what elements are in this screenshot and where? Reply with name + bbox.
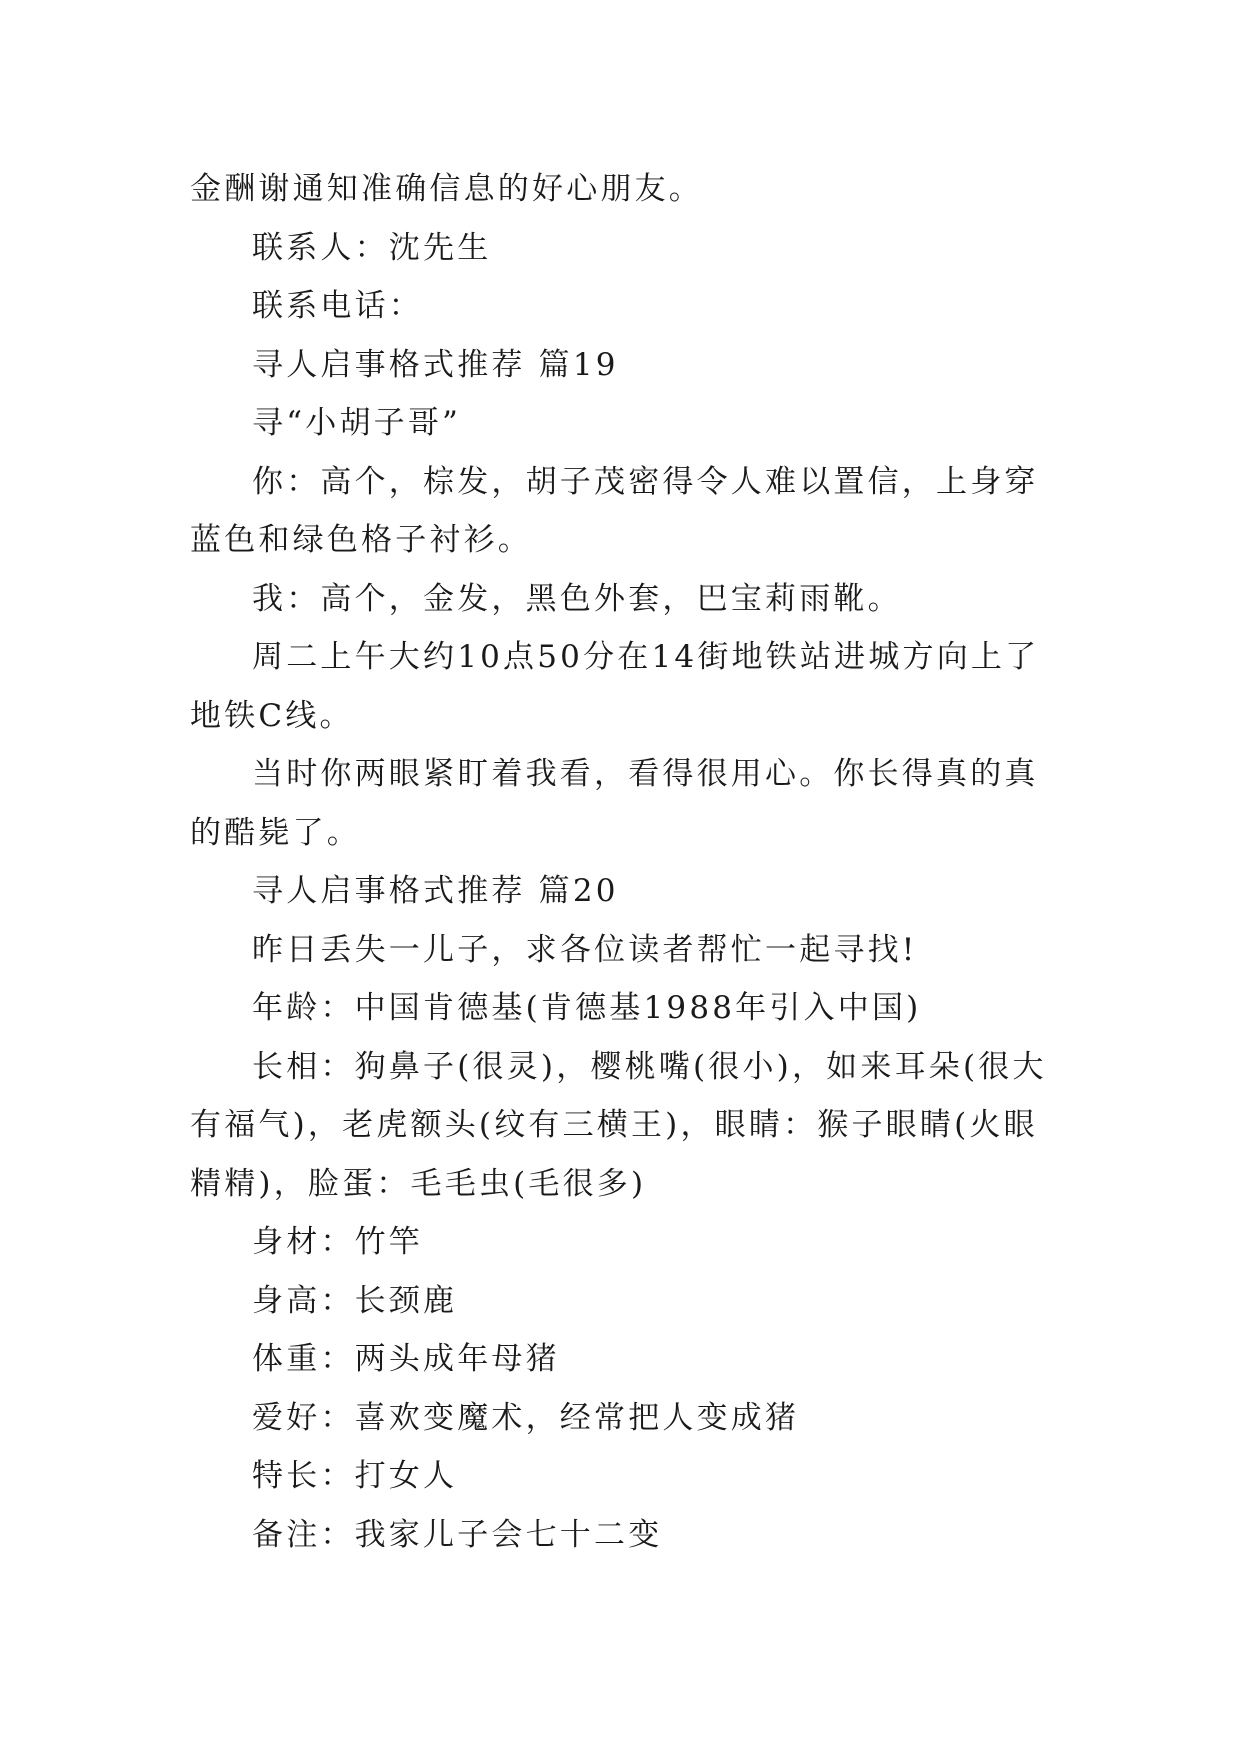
paragraph-reward-note: 金酬谢通知准确信息的好心朋友。 [190,171,703,207]
paragraph-build: 身材：竹竿 [252,1224,423,1260]
paragraph-title-seek: 寻“小胡子哥” [252,405,462,441]
paragraph-appearance: 长相：狗鼻子(很灵)，樱桃嘴(很小)，如来耳朵(很大有福气)，老虎额头(纹有三横王)，眼睛：猴子眼睛(火眼精精)，脸蛋：毛毛虫(毛很多) [190,1048,1047,1202]
paragraph-weight: 体重：两头成年母猪 [252,1341,560,1377]
document-body [190,160,1060,1564]
paragraph-height: 身高：长颈鹿 [252,1282,458,1319]
paragraph-me-description: 我：高个，金发，黑色外套，巴宝莉雨靴。 [252,580,902,617]
paragraph-encounter: 当时你两眼紧盯着我看，看得很用心。你长得真的真的酷毙了。 [190,756,1039,851]
paragraph-you-description: 你：高个，棕发，胡子茂密得令人难以置信，上身穿蓝色和绿色格子衬衫。 [190,463,1039,558]
section-heading-19: 寻人启事格式推荐 篇19 [252,346,619,383]
paragraph-lost-son: 昨日丢失一儿子，求各位读者帮忙一起寻找! [252,931,918,968]
paragraph-hobby: 爱好：喜欢变魔术，经常把人变成猪 [252,1399,800,1436]
section-heading-20: 寻人启事格式推荐 篇20 [252,873,619,909]
paragraph-contact-person: 联系人：沈先生 [252,229,492,266]
paragraph-remark: 备注：我家儿子会七十二变 [252,1516,663,1553]
paragraph-time-place: 周二上午大约10点50分在14街地铁站进城方向上了地铁C线。 [190,639,1040,734]
paragraph-specialty: 特长：打女人 [252,1458,458,1494]
paragraph-age: 年龄：中国肯德基(肯德基1988年引入中国) [252,990,922,1026]
paragraph-contact-phone: 联系电话： [252,288,423,324]
